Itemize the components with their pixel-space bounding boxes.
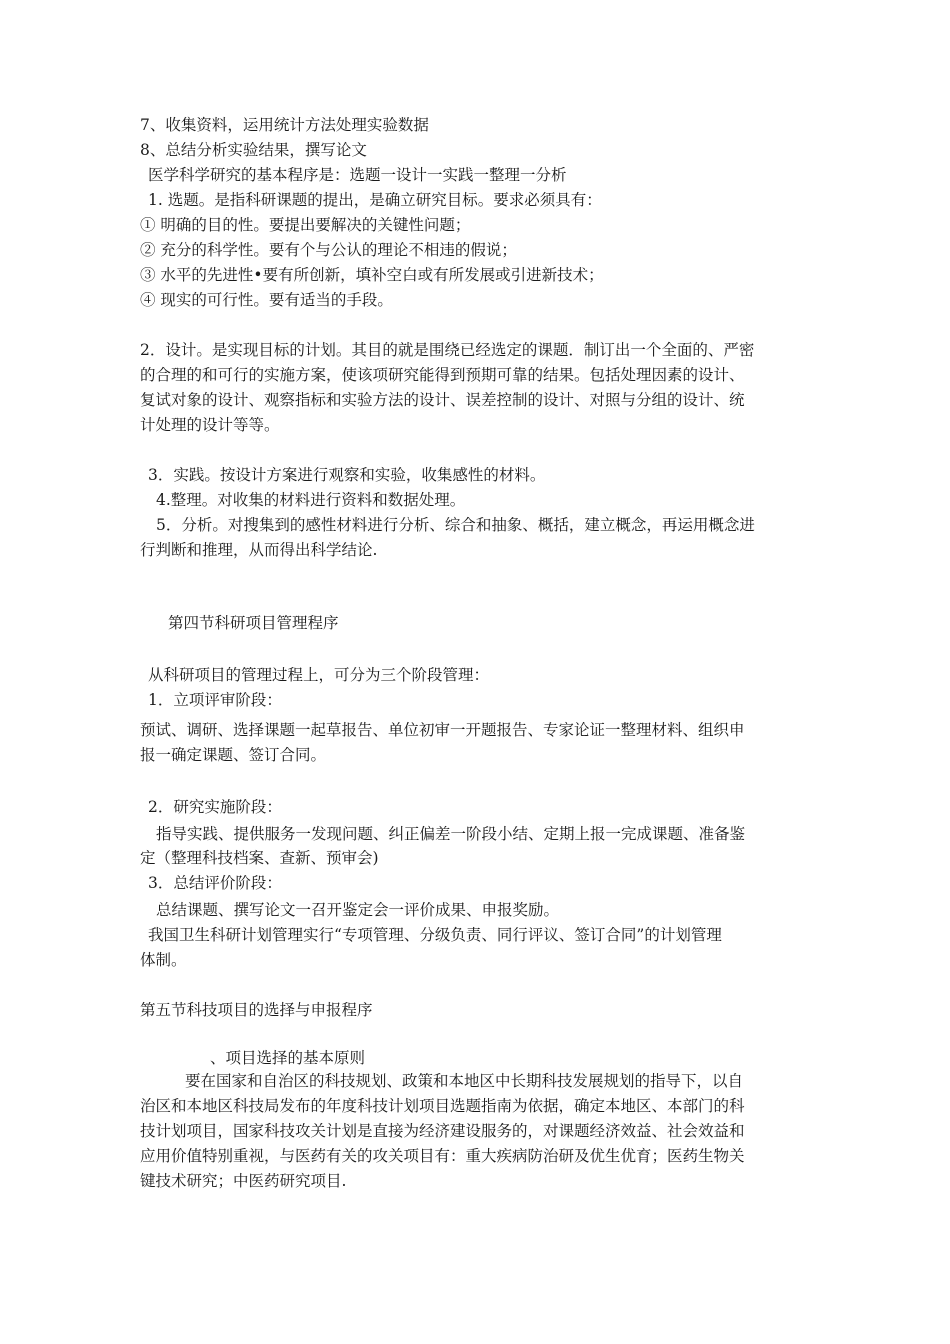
- section-heading: 第五节科技项目的选择与申报程序: [140, 1001, 373, 1019]
- text-line: 1. 选题。是指科研课题的提出，是确立研究目标。要求必须具有：: [148, 191, 602, 209]
- text-line: 4.整理。对收集的材料进行资料和数据处理。: [156, 491, 466, 509]
- text-line: 总结课题、撰写论文一召开鉴定会一评价成果、申报奖励。: [156, 901, 560, 919]
- text-line: 定（整理科技档案、查新、预审会): [140, 849, 379, 867]
- text-line: 我国卫生科研计划管理实行“专项管理、分级负责、同行评议、签订合同”的计划管理: [148, 926, 722, 944]
- text-line: 5．分析。对搜集到的感性材料进行分析、综合和抽象、概括，建立概念，再运用概念进: [156, 516, 755, 534]
- text-line: 报一确定课题、签订合同。: [140, 746, 327, 764]
- text-line: 从科研项目的管理过程上，可分为三个阶段管理：: [148, 666, 490, 684]
- text-line: 8、总结分析实验结果，撰写论文: [140, 141, 367, 159]
- text-line: 计处理的设计等等。: [140, 416, 280, 434]
- text-line: 医学科学研究的基本程序是：选题一设计一实践一整理一分析: [148, 166, 567, 184]
- text-line: 治区和本地区科技局发布的年度科技计划项目选题指南为依据，确定本地区、本部门的科: [140, 1097, 745, 1115]
- text-line: 体制。: [140, 951, 187, 969]
- text-line: 预试、调研、选择课题一起草报告、单位初审一开题报告、专家论证一整理材料、组织申: [140, 721, 745, 739]
- text-line: ① 明确的目的性。要提出要解决的关键性问题；: [140, 216, 471, 234]
- text-line: 指导实践、提供服务一发现问题、纠正偏差一阶段小结、定期上报一完成课题、准备鉴: [156, 825, 746, 843]
- text-line: 3．实践。按设计方案进行观察和实验，收集感性的材料。: [148, 466, 546, 484]
- text-line: 行判断和推理，从而得出科学结论.: [140, 541, 378, 559]
- text-line: ③ 水平的先进性•要有所创新，填补空白或有所发展或引进新技术；: [140, 266, 604, 284]
- text-line: 2．设计。是实现目标的计划。其目的就是围绕已经选定的课题．制订出一个全面的、严密: [140, 341, 755, 359]
- text-line: 键技术研究；中医药研究项目.: [140, 1172, 347, 1190]
- text-line: 7、收集资料，运用统计方法处理实验数据: [140, 116, 429, 134]
- text-line: ② 充分的科学性。要有个与公认的理论不相违的假说；: [140, 241, 517, 259]
- text-line: 应用价值特别重视，与医药有关的攻关项目有：重大疾病防治研及优生优育；医药生物关: [140, 1147, 745, 1165]
- text-line: 的合理的和可行的实施方案，使该项研究能得到预期可靠的结果。包括处理因素的设计、: [140, 366, 745, 384]
- subsection-heading: 、项目选择的基本原则: [210, 1049, 366, 1067]
- text-line: 要在国家和自治区的科技规划、政策和本地区中长期科技发展规划的指导下，以自: [185, 1072, 744, 1090]
- text-line: 复试对象的设计、观察指标和实验方法的设计、误差控制的设计、对照与分组的设计、统: [140, 391, 745, 409]
- text-line: ④ 现实的可行性。要有适当的手段。: [140, 291, 393, 309]
- text-line: 2．研究实施阶段：: [148, 798, 282, 816]
- text-line: 技计划项目，国家科技攻关计划是直接为经济建设服务的，对课题经济效益、社会效益和: [140, 1122, 745, 1140]
- text-line: 3．总结评价阶段：: [148, 874, 282, 892]
- text-line: 1．立项评审阶段：: [148, 691, 282, 709]
- section-heading: 第四节科研项目管理程序: [168, 614, 339, 632]
